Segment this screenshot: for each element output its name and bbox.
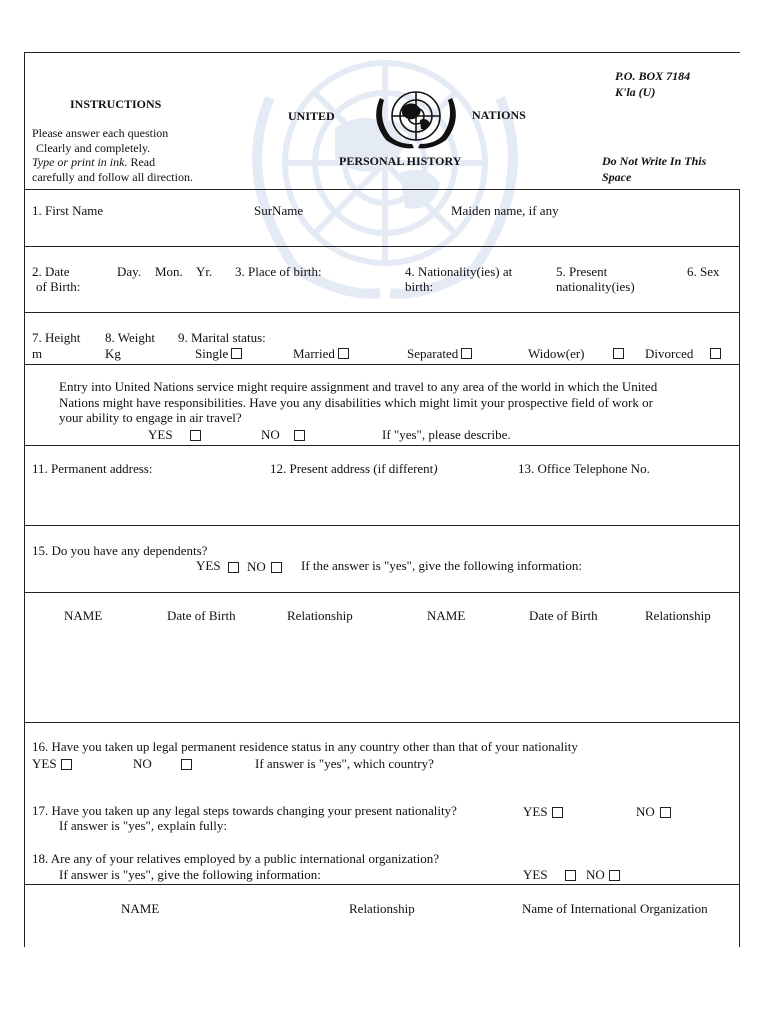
disability-no-checkbox[interactable] (294, 430, 305, 441)
separated-option[interactable]: Separated (407, 346, 472, 362)
divider-q10 (24, 445, 740, 446)
first-name-label: 1. First Name (32, 203, 104, 218)
divider-q2 (24, 312, 740, 313)
residence-question: 16. Have you taken up legal permanent residence status in any country other than that of your nationality (32, 739, 578, 754)
divider-q18 (24, 884, 740, 885)
nationality-change-question: 17. Have you taken up any legal steps towards changing your present nationality? (32, 803, 457, 818)
divider-q1 (24, 246, 740, 247)
po-box: P.O. BOX 7184 (615, 69, 691, 83)
nations-label: NATIONS (472, 108, 526, 122)
nationality-at-birth-label-1: 4. Nationality(ies) at (405, 264, 513, 279)
separated-checkbox[interactable] (461, 348, 472, 359)
relatives-col-name: NAME (121, 901, 160, 916)
frame-top (24, 52, 740, 53)
weight-label: 8. Weight (105, 330, 155, 345)
city: K'la (U) (615, 85, 656, 99)
relatives-col-relationship: Relationship (349, 901, 415, 916)
dependents-follow-text: If the answer is "yes", give the following information: (301, 558, 583, 573)
nationality-change-yes-label: YES (523, 804, 548, 819)
disability-text-line-3: your ability to engage in air travel? (59, 410, 242, 425)
maiden-name-label: Maiden name, if any (451, 203, 559, 218)
disability-text-line-1: Entry into United Nations service might require assignment and travel to any area of the world in which the United (59, 379, 658, 394)
of-birth-label: of Birth: (36, 279, 81, 294)
present-nationality-label-2: nationality(ies) (556, 279, 635, 294)
present-address-label: 12. Present address (if different) (270, 461, 438, 476)
dependents-no-checkbox[interactable] (271, 562, 282, 573)
instructions-line-1: Please answer each question (32, 126, 169, 140)
frame-right (739, 190, 740, 947)
united-label: UNITED (288, 109, 335, 123)
weight-unit: Kg (105, 346, 121, 361)
dependents-col-name-2: NAME (427, 608, 466, 623)
marital-status-label: 9. Marital status: (178, 330, 266, 345)
single-checkbox[interactable] (231, 348, 242, 359)
nationality-change-no-checkbox[interactable] (660, 807, 671, 818)
relatives-question: 18. Are any of your relatives employed by a public international organization? (32, 851, 439, 866)
divider-dependents (24, 722, 740, 723)
height-label: 7. Height (32, 330, 81, 345)
dependents-no-label: NO (247, 559, 266, 574)
residence-which-country: If answer is "yes", which country? (255, 756, 434, 771)
do-not-write-line-2: Space (602, 170, 632, 184)
relatives-follow-text: If answer is "yes", give the following information: (59, 867, 321, 882)
disability-yes-label: YES (148, 427, 173, 442)
un-logo-icon (366, 84, 466, 154)
widow-option[interactable]: Widow(er) (528, 346, 585, 361)
nationality-change-no-label: NO (636, 804, 655, 819)
disability-yes-checkbox[interactable] (190, 430, 201, 441)
year-label: Yr. (196, 264, 213, 279)
dependents-col-name-1: NAME (64, 608, 103, 623)
residence-no-label: NO (133, 756, 152, 771)
surname-label: SurName (254, 203, 304, 218)
instructions-line-4: carefully and follow all direction. (32, 170, 193, 184)
relatives-yes-checkbox[interactable] (565, 870, 576, 881)
disability-no-label: NO (261, 427, 280, 442)
relatives-no-checkbox[interactable] (609, 870, 620, 881)
instructions-title: INSTRUCTIONS (70, 97, 162, 111)
divorced-checkbox[interactable] (710, 348, 721, 359)
disability-describe-label: If "yes", please describe. (382, 427, 511, 442)
present-nationality-label-1: 5. Present (556, 264, 608, 279)
month-label: Mon. (155, 264, 183, 279)
married-option[interactable]: Married (293, 346, 349, 362)
office-telephone-label: 13. Office Telephone No. (518, 461, 650, 476)
nationality-change-explain: If answer is "yes", explain fully: (59, 818, 228, 833)
residence-no-checkbox[interactable] (181, 759, 192, 770)
residence-yes-checkbox[interactable] (61, 759, 72, 770)
divider-q11 (24, 525, 740, 526)
instructions-line-3: Type or print in ink. Read (32, 155, 156, 169)
instructions-line-2: Clearly and completely. (36, 141, 151, 155)
married-checkbox[interactable] (338, 348, 349, 359)
height-unit: m (32, 346, 43, 361)
widow-checkbox[interactable] (613, 348, 624, 359)
disability-text-line-2: Nations might have responsibilities. Have you any disabilities which might limit your prospective field of work or (59, 395, 653, 410)
relatives-col-organization: Name of International Organization (522, 901, 708, 916)
frame-left (24, 52, 25, 947)
relatives-yes-label: YES (523, 867, 548, 882)
do-not-write-line-1: Do Not Write In This (602, 154, 707, 168)
divider-header (24, 189, 740, 190)
divorced-option[interactable]: Divorced (645, 346, 694, 361)
relatives-no-label: NO (586, 867, 605, 882)
dependents-yes-checkbox[interactable] (228, 562, 239, 573)
divider-q7 (24, 364, 740, 365)
dependents-question: 15. Do you have any dependents? (32, 543, 208, 558)
dependents-col-relationship-2: Relationship (645, 608, 711, 623)
divider-q15 (24, 592, 740, 593)
dependents-yes-label: YES (196, 558, 221, 573)
nationality-at-birth-label-2: birth: (405, 279, 434, 294)
place-of-birth-label: 3. Place of birth: (235, 264, 322, 279)
sex-label: 6. Sex (687, 264, 720, 279)
residence-yes-label: YES (32, 756, 57, 771)
dependents-col-relationship-1: Relationship (287, 608, 353, 623)
nationality-change-yes-checkbox[interactable] (552, 807, 563, 818)
single-option[interactable]: Single (195, 346, 242, 362)
form-title: PERSONAL HISTORY (339, 154, 462, 168)
day-label: Day. (117, 264, 142, 279)
permanent-address-label: 11. Permanent address: (32, 461, 153, 476)
dependents-col-dob-2: Date of Birth (529, 608, 598, 623)
dependents-col-dob-1: Date of Birth (167, 608, 236, 623)
date-of-birth-label: 2. Date (32, 264, 70, 279)
